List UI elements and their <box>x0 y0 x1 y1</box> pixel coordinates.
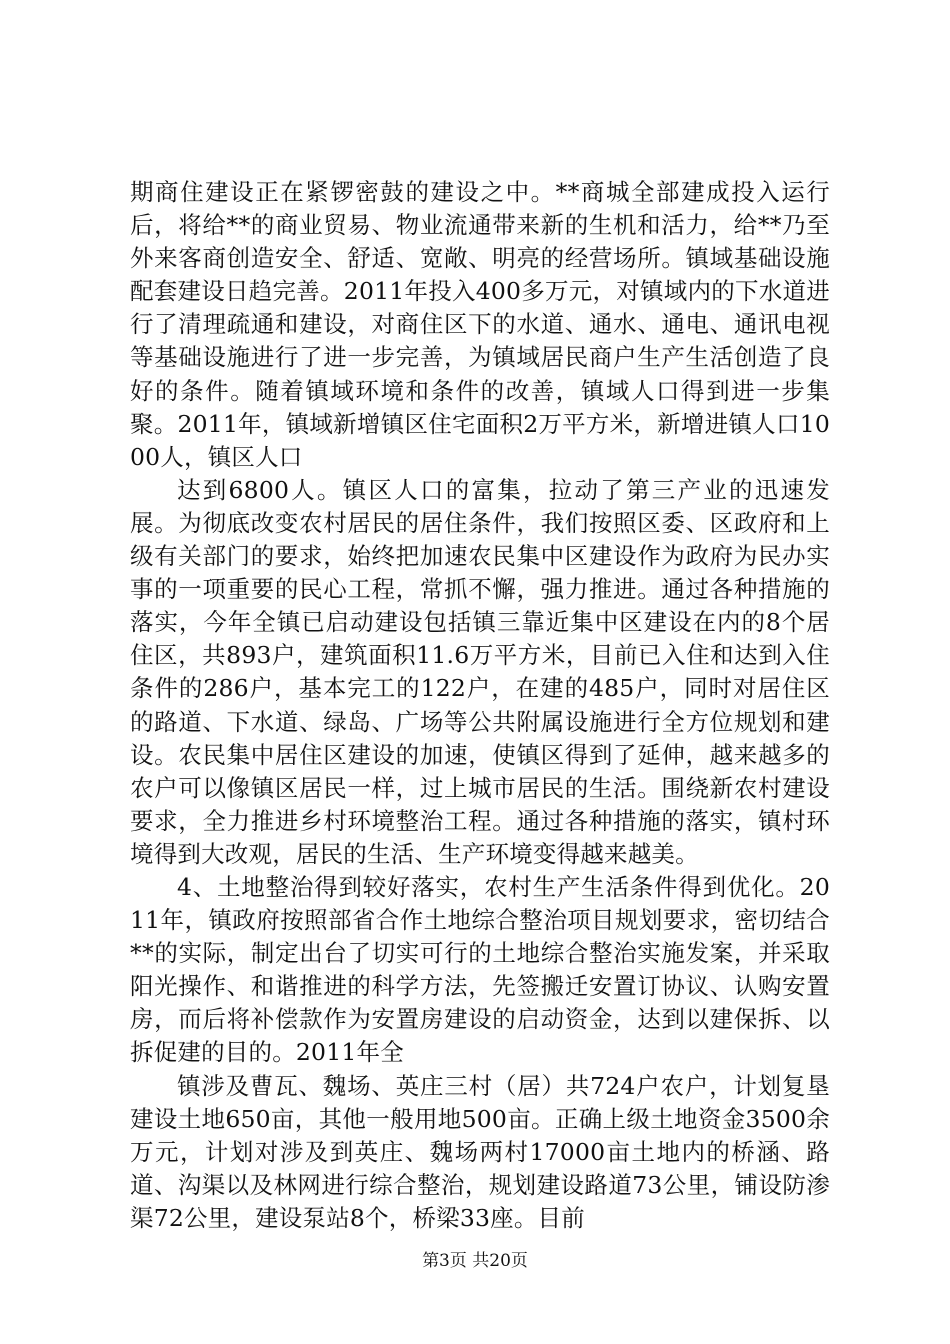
paragraph-4: 镇涉及曹瓦、魏场、英庄三村（居）共724户农户，计划复垦建设土地650亩，其他一般用地500亩。正确上级土地资金3500余万元，计划对涉及到英庄、魏场两村17000亩土地内的桥涵、路道、沟渠以及林网进行综合整治，规划建设路道73公里，铺设防渗渠72公里，建设泵站8个，桥梁33座。目前 <box>130 1071 830 1232</box>
page-footer: 第3页 共20页 <box>422 1251 528 1271</box>
body-text <box>130 176 830 1235</box>
paragraph-1: 期商住建设正在紧锣密鼓的建设之中。**商城全部建成投入运行后，将给**的商业贸易、物业流通带来新的生机和活力，给**乃至外来客商创造安全、舒适、宽敞、明亮的经营场所。镇域基础设施配套建设日趋完善。2011年投入400多万元，对镇域内的下水道进行了清理疏通和建设，对商住区下的水道、通水、通电、通讯电视等基础设施进行了进一步完善，为镇域居民商户生产生活创造了良好的条件。随着镇域环境和条件的改善，镇域人口得到进一步集聚。2011年，镇域新增镇区住宅面积2万平方米，新增进镇人口1000人，镇区人口 <box>130 178 830 471</box>
paragraph-2: 达到6800人。镇区人口的富集，拉动了第三产业的迅速发展。为彻底改变农村居民的居住条件，我们按照区委、区政府和上级有关部门的要求，始终把加速农民集中区建设作为政府为民办实事的一项重要的民心工程，常抓不懈，强力推进。通过各种措施的落实，今年全镇已启动建设包括镇三靠近集中区建设在内的8个居住区，共893户，建筑面积11.6万平方米，目前已入住和达到入住条件的286户，基本完工的122户，在建的485户，同时对居住区的路道、下水道、绿岛、广场等公共附属设施进行全方位规划和建设。农民集中居住区建设的加速，使镇区得到了延伸，越来越多的农户可以像镇区居民一样，过上城市居民的生活。围绕新农村建设要求，全力推进乡村环境整治工程。通过各种措施的落实，镇村环境得到大改观，居民的生活、生产环境变得越来越美。 <box>130 475 830 868</box>
paragraph-3: 4、土地整治得到较好落实，农村生产生活条件得到优化。2011年，镇政府按照部省合作土地综合整治项目规划要求，密切结合**的实际，制定出台了切实可行的土地综合整治实施发案，并采取阳光操作、和谐推进的科学方法，先签搬迁安置订协议、认购安置房，而后将补偿款作为安置房建设的启动资金，达到以建保拆、以拆促建的目的。2011年全 <box>130 872 830 1067</box>
